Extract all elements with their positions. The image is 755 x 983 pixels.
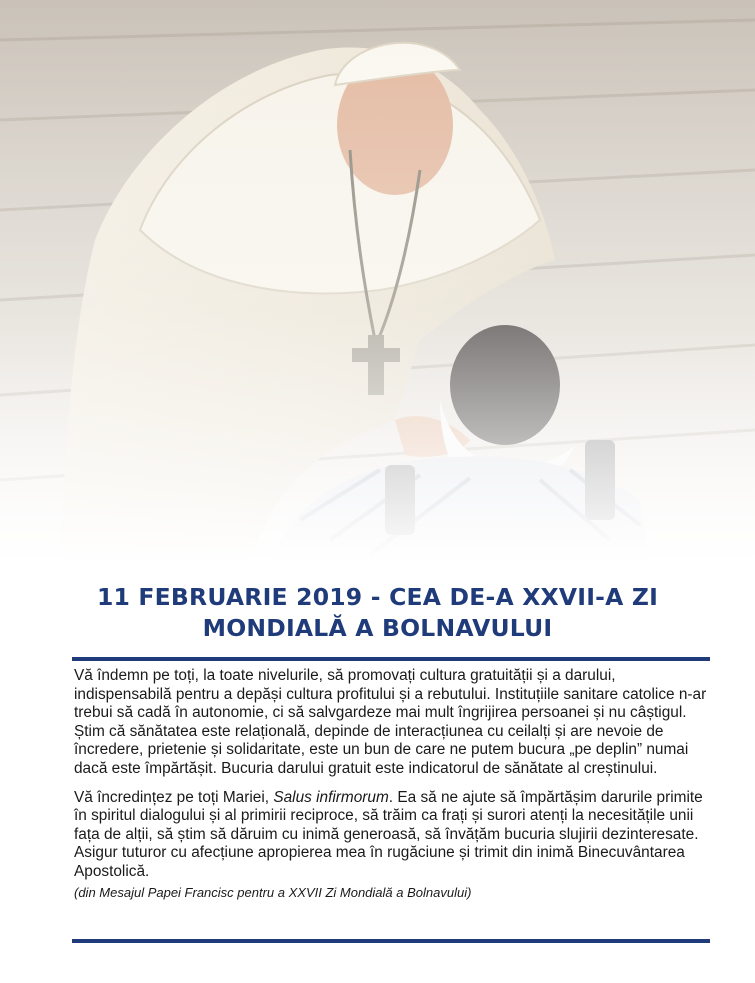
paragraph-2-end: . Ea să ne ajute să împărtășim darurile primite în spiritul dialogului și al primirii reciproce, să trăim ca frați și surori atenți la necesitățile unii fața de alții, să știm să dăruim cu inimă generoasă, să învățăm bucuria slujirii dezinteresate. Asigur tuturor cu afecțiune apropierea mea în rugăciune și trimit din inimă Binecuvântarea Apostolică. <box>74 788 703 880</box>
title-line-1: 11 FEBRUARIE 2019 - CEA DE-A XXVII-A ZI <box>96 583 659 611</box>
paragraph-2-italic: Salus infirmorum <box>273 788 389 806</box>
paragraph-1: Vă îndemn pe toți, la toate nivelurile, să promovați cultura gratuității și a darului, indispensabilă pentru a depăși cultura profitului și a rebutului. Instituțiile sanitare catolice n-ar trebui să cadă în autonomie, ci să salvgardeze mai mult îngrijirea persoanei și nu câștigul. Știm că sănătatea este relațională, depinde de interacțiunea cu ceilalți și are nevoie de încredere, prietenie și solidaritate, este un bun de care ne putem bucura „pe deplin” numai dacă este împărtășit. Bucuria darului gratuit este indicatorul de sănătate al creștinului. <box>74 667 707 777</box>
paragraph-2 <box>74 789 716 882</box>
message-body <box>74 667 716 901</box>
paragraph-2-start: Vă încredințez pe toți Mariei, <box>74 788 274 806</box>
source-citation: (din Mesajul Papei Francisc pentru a XXVII Zi Mondială a Bolnavului) <box>74 884 472 900</box>
title-line-2: MONDIALĂ A BOLNAVULUI <box>202 614 553 642</box>
top-divider <box>72 657 710 661</box>
bottom-divider <box>72 939 710 943</box>
page-title <box>30 582 725 644</box>
